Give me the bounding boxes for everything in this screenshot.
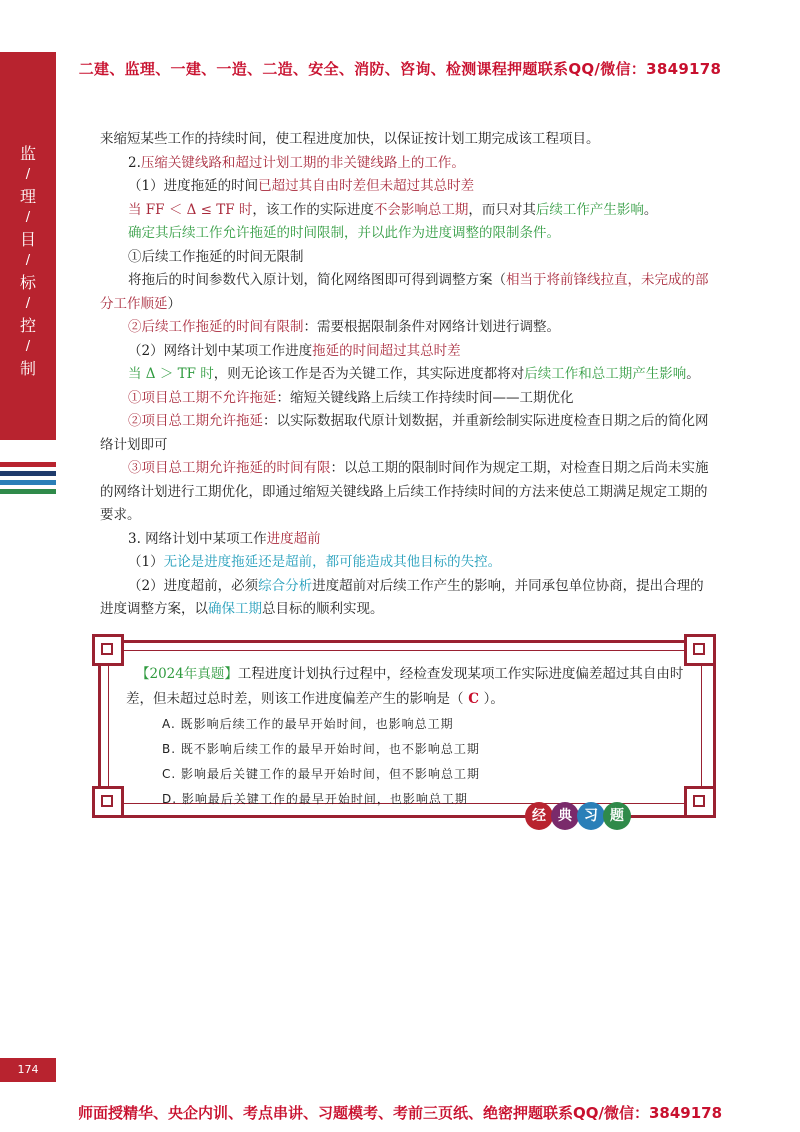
side-title-char: 目	[19, 230, 36, 249]
frame-corner-ornament	[92, 786, 124, 818]
list-item: ③项目总工期允许拖延的时间有限：以总工期的限制时间作为规定工期，对检查日期之后尚未实施的网络计划进行工期优化，即通过缩短关键线路上后续工作持续时间的方法来使总工期满足规定工期的要求。	[100, 460, 709, 523]
list-item: ①后续工作拖延的时间无限制	[128, 248, 304, 265]
paragraph: （1）无论是进度拖延还是超前，都可能造成其他目标的失控。	[128, 554, 502, 570]
side-stripes	[0, 462, 56, 498]
side-stripe	[0, 471, 56, 476]
main-content	[100, 128, 716, 622]
badge-char: 经	[525, 802, 553, 830]
side-stripe	[0, 462, 56, 467]
side-title-char: /	[25, 339, 31, 354]
exercise-option: A. 既影响后续工作的最早开始时间，也影响总工期	[162, 717, 454, 731]
side-title-char: 监	[19, 144, 36, 163]
top-banner: 二建、监理、一建、一造、二造、安全、消防、咨询、检测课程押题联系QQ/微信：3849178	[78, 60, 722, 78]
list-item: ②后续工作拖延的时间有限制：需要根据限制条件对网络计划进行调整。	[128, 319, 560, 335]
bottom-banner: 师面授精华、央企内训、考点串讲、习题模考、考前三页纸、绝密押题联系QQ/微信：3849178	[77, 1104, 723, 1122]
subheading-2: （2）网络计划中某项工作进度拖延的时间超过其总时差	[128, 342, 461, 359]
paragraph: 将拖后的时间参数代入原计划，简化网络图即可得到调整方案（相当于将前锋线拉直，未完成的部分工作顺延）	[100, 272, 709, 312]
side-title-char: /	[25, 253, 31, 268]
badge-char: 题	[603, 802, 631, 830]
paragraph: （2）进度超前，必须综合分析进度超前对后续工作产生的影响，并同承包单位协商，提出合理的进度调整方案，以确保工期总目标的顺利实现。	[100, 577, 704, 617]
frame-corner-ornament	[92, 634, 124, 666]
side-title	[0, 138, 56, 384]
subheading-1: （1）进度拖延的时间已超过其自由时差但未超过其总时差	[128, 178, 475, 194]
exercise-options	[126, 712, 694, 812]
paragraph: 当 FF ＜ Δ ≤ TF 时，该工作的实际进度不会影响总工期，而只对其后续工作产生影响。	[128, 201, 658, 218]
side-title-char: 控	[19, 316, 36, 335]
classic-exercise-badges	[525, 802, 629, 830]
paragraph: 当 Δ ＞ TF 时，则无论该工作是否为关键工作，其实际进度都将对后续工作和总工期产生影响。	[128, 366, 700, 382]
badge-char: 习	[577, 802, 605, 830]
exercise-question: 【2024年真题】工程进度计划执行过程中，经检查发现某项工作实际进度偏差超过其自由时差，但未超过总时差，则该工作进度偏差产生的影响是（ C ）。	[126, 666, 684, 707]
heading-2: 2.压缩关键线路和超过计划工期的非关键线路上的工作。	[128, 154, 465, 171]
exercise-option: D. 影响最后关键工作的最早开始时间，也影响总工期	[162, 792, 468, 806]
side-title-char: /	[25, 296, 31, 311]
side-stripe	[0, 480, 56, 485]
side-title-char: 理	[19, 187, 36, 206]
exercise-option: B. 既不影响后续工作的最早开始时间，也不影响总工期	[162, 742, 480, 756]
exercise-content	[126, 662, 694, 812]
exercise-option: C. 影响最后关键工作的最早开始时间，但不影响总工期	[162, 767, 481, 781]
side-stripe	[0, 489, 56, 494]
paragraph: 确定其后续工作允许拖延的时间限制，并以此作为进度调整的限制条件。	[128, 225, 560, 241]
side-title-char: 标	[19, 273, 36, 292]
heading-3: 3. 网络计划中某项工作进度超前	[128, 530, 321, 547]
list-item: ②项目总工期允许拖延：以实际数据取代原计划数据，并重新绘制实际进度检查日期之后的简化网络计划即可	[100, 413, 709, 453]
side-title-char: /	[25, 210, 31, 225]
paragraph: 来缩短某些工作的持续时间，使工程进度加快，以保证按计划工期完成该工程项目。	[100, 131, 600, 147]
page-number: 174	[0, 1058, 56, 1082]
list-item: ①项目总工期不允许拖延：缩短关键线路上后续工作持续时间——工期优化	[128, 389, 574, 406]
side-title-char: /	[25, 167, 31, 182]
side-title-char: 制	[19, 359, 36, 378]
exercise-box	[98, 640, 716, 820]
badge-char: 典	[551, 802, 579, 830]
